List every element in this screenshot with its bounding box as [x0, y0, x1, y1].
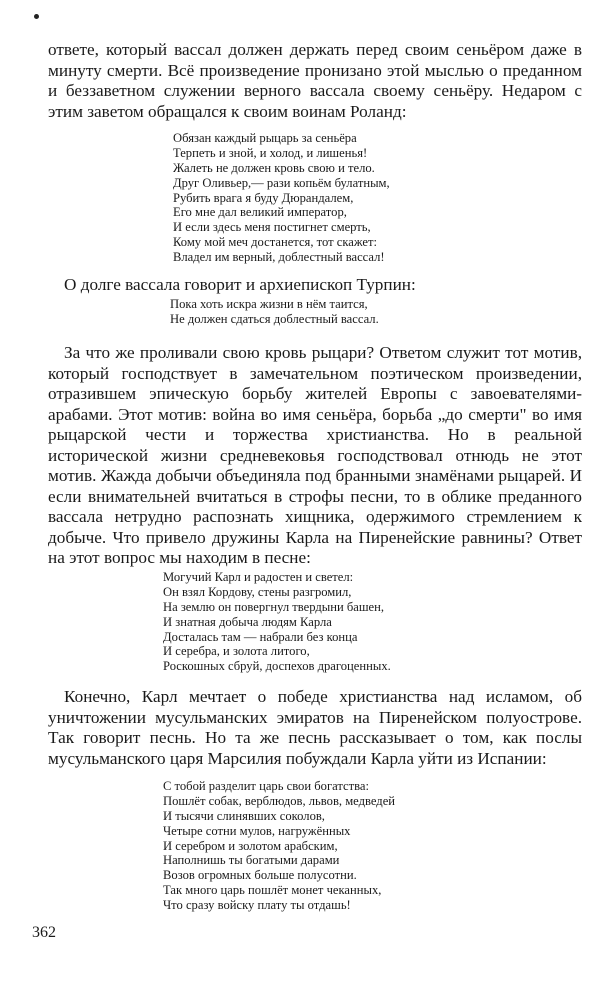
verse-line: Обязан каждый рыцарь за сеньёра	[173, 131, 357, 145]
paragraph-2	[48, 275, 582, 296]
verse-line: Его мне дал великий император,	[173, 205, 347, 220]
verse-line: Могучий Карл и радостен и светел:	[163, 570, 354, 584]
verse-line: Терпеть и зной, и холод, и лишенья!	[173, 145, 368, 160]
paragraph-1	[48, 40, 582, 122]
paragraph-2-text: О долге вассала говорит и архиепископ Турпин:	[64, 275, 416, 294]
verse-line: Возов огромных больше полусотни.	[163, 868, 357, 883]
verse-line: Пошлёт собак, верблюдов, львов, медведей	[163, 793, 396, 808]
verse-turpin	[170, 297, 379, 327]
margin-speck	[34, 14, 39, 19]
verse-line: И серебра, и золота литого,	[163, 644, 310, 659]
verse-line: Наполнишь ты богатыми дарами	[163, 853, 340, 868]
verse-marsile	[163, 779, 395, 913]
verse-line: Кому мой меч достанется, тот скажет:	[173, 235, 378, 250]
verse-line: На землю он повергнул твердыни башен,	[163, 599, 385, 614]
verse-line: Друг Оливьер,— рази копьём булатным,	[173, 175, 390, 190]
verse-line: Так много царь пошлёт монет чеканных,	[163, 883, 382, 898]
verse-roland	[173, 131, 390, 265]
verse-line: Роскошных сбруй, доспехов драгоценных.	[163, 659, 391, 674]
page-number: 362	[32, 924, 56, 941]
verse-charles	[163, 570, 391, 674]
paragraph-4-text: Конечно, Карл мечтает о победе христианства над исламом, об уничтожении мусульманских эмиратов на Пиренейском полуострове. Так говорит песнь. Но та же песнь рассказывает о том, как послы мусульманского царя Марсилия побуждали Карла уйти из Испании:	[48, 687, 582, 768]
paragraph-1-text: ответе, который вассал должен держать перед своим сеньёром даже в минуту смерти. Всё произведение пронизано этой мыслью о преданном и беззаветном служении верного вассала своему сеньёру. Недаром с этим заветом обращался к своим воинам Роланд:	[48, 40, 582, 121]
verse-line: И тысячи слинявших соколов,	[163, 808, 325, 823]
verse-line: Жалеть не должен кровь свою и тело.	[173, 160, 375, 175]
verse-line: И серебром и золотом арабским,	[163, 838, 338, 853]
verse-line: Досталась там — набрали без конца	[163, 629, 358, 644]
verse-line: Рубить врага я буду Дюрандалем,	[173, 190, 354, 205]
verse-line: И если здесь меня постигнет смерть,	[173, 220, 371, 235]
verse-line: Владел им верный, доблестный вассал!	[173, 250, 385, 265]
paragraph-3	[48, 343, 582, 569]
paragraph-4	[48, 687, 582, 769]
verse-line: Не должен сдаться доблестный вассал.	[170, 311, 379, 326]
verse-line: С тобой разделит царь свои богатства:	[163, 779, 369, 793]
verse-line: Пока хоть искра жизни в нём таится,	[170, 297, 368, 311]
verse-line: Что сразу войску плату ты отдашь!	[163, 898, 351, 913]
verse-line: Он взял Кордову, стены разгромил,	[163, 584, 352, 599]
paragraph-3-text: За что же проливали свою кровь рыцари? Ответом служит тот мотив, который господствует в замечательном поэтическом произведении, отразившем эпическую борьбу жителей Европы с завоевателями-арабами. Этот мотив: война во имя сеньёра, борьба „до смерти" во имя рыцарской чести и торжества христианства. Но в реальной исторической жизни средневековья господствовал отнюдь не этот мотив. Жажда добычи объединяла под бранными знамёнами рыцарей. И если внимательней вчитаться в строфы песни, то в облике преданного вассала нетрудно распознать хищника, одержимого стремлением к добыче. Что привело дружины Карла на Пиренейские равнины? Ответ на этот вопрос мы находим в песне:	[48, 343, 582, 567]
verse-line: Четыре сотни мулов, нагружённых	[163, 823, 351, 838]
verse-line: И знатная добыча людям Карла	[163, 614, 332, 629]
